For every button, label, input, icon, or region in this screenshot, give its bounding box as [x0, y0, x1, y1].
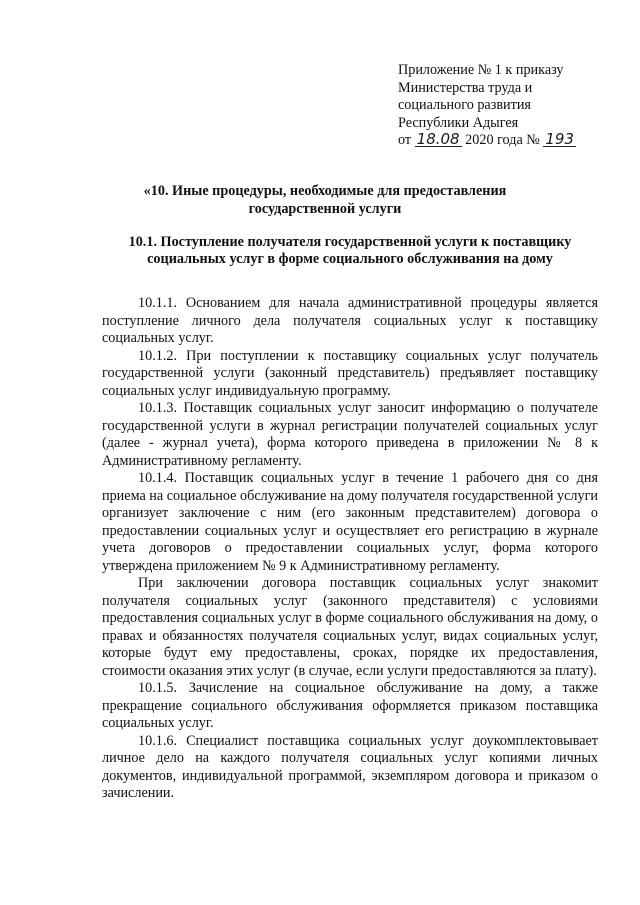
date-prefix: от: [398, 132, 412, 149]
approval-line-4: Республики Адыгея: [398, 114, 519, 131]
approval-line-1: Приложение № 1 к приказу: [398, 62, 564, 78]
paragraph-10-1-6: 10.1.6. Специалист поставщика социальных услуг доукомплектовывает личное дело на каждого получателя социальных услуг копиями личных документов, индивидуальной программой, экземпляром договора и приказом о зачислении.: [102, 732, 598, 801]
approval-block: [398, 62, 598, 150]
handwritten-date: 18.08: [416, 130, 460, 149]
date-middle: 2020 года №: [465, 132, 540, 149]
paragraph-10-1-5: 10.1.5. Зачисление на социальное обслуживание на дому, а также прекращение социального обслуживания оформляется приказом поставщика социальных услуг.: [102, 680, 598, 731]
paragraph-contract: При заключении договора поставщик социальных услуг знакомит получателя социальных услуг (законного представителя) с условиями предоставления социальных услуг в форме социального обслуживания на дому, о правах и обязанностях получателя социальных услуг, видах социальных услуг, которые будут ему предоставлены, сроках, порядке их предоставления, стоимости оказания этих услуг (в случае, если услуги предоставляются за плату).: [102, 575, 598, 679]
paragraph-10-1-2: 10.1.2. При поступлении к поставщику социальных услуг получатель государственной услуги (законный представитель) предъявляет поставщику социальных услуг индивидуальную программу.: [102, 347, 598, 399]
section-title: «10. Иные процедуры, необходимые для предоставления государственной услуги: [143, 183, 507, 217]
subsection-title: 10.1. Поступление получателя государственной услуги к поставщику социальных услуг в форме социального обслуживания на дому: [128, 234, 572, 267]
approval-line-2: Министерства труда и: [398, 79, 533, 96]
document-body: [102, 295, 598, 803]
paragraph-10-1-4: 10.1.4. Поставщик социальных услуг в течение 1 рабочего дня со дня приема на социальное обслуживание на дому получателя государственной услуги организует заключение с ним (его законным представителем) договора о предоставлении социальных услуг и осуществляет его регистрацию в журнале учета договоров о предоставлении социальных услуг, форма которого утверждена приложением № 9 к Административному регламенту.: [102, 470, 598, 574]
paragraph-10-1-3: 10.1.3. Поставщик социальных услуг заносит информацию о получателе государственной услуги в журнал регистрации получателей социальных услуг (далее - журнал учета), форма которого приведена в приложении № 8 к Административному регламенту.: [102, 400, 598, 469]
handwritten-order-number: 193: [545, 130, 575, 149]
approval-date-line: [398, 132, 598, 150]
approval-line-3: социального развития: [398, 97, 531, 114]
paragraph-10-1-1: 10.1.1. Основанием для начала административной процедуры является поступление личного дела получателя социальных услуг к поставщику социальных услуг.: [102, 295, 598, 346]
